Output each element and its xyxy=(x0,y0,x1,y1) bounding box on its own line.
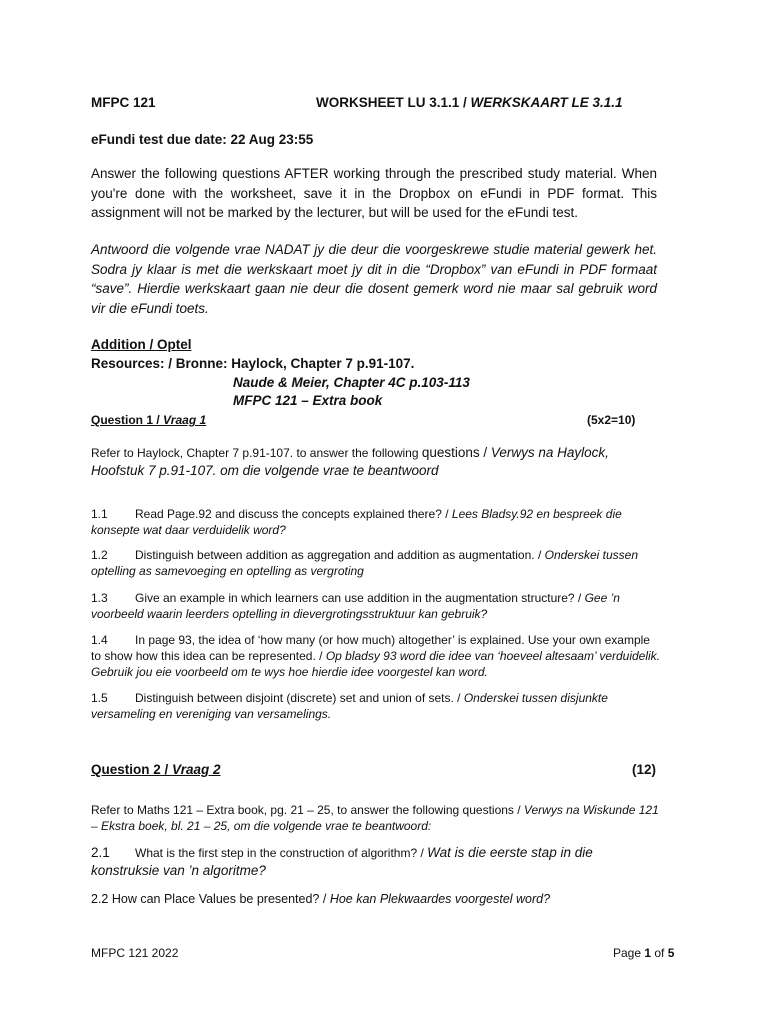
item-text-af: Onderskei tussen optelling as samevoeging en optelling as vergroting xyxy=(91,548,639,578)
intro-afrikaans: Antwoord die volgende vrae NADAT jy die deur die voorgeskrewe studie material gewerk het. Sodra jy klaar is met die werkskaart moet jy dit in die “Dropbox” van eFundi in PDF formaat “save”. Hierdie werkskaart gaan nie deur die dosent gemerk word nie maar sal gebruik word vir die eFundi toets. xyxy=(91,242,657,316)
question-1-marks: (5x2=10) xyxy=(587,413,636,427)
item-number: 1.2 xyxy=(91,548,108,562)
item-text-en: What is the first step in the construction of algorithm? / xyxy=(135,846,428,860)
question-1-title-en: Question 1 / xyxy=(91,413,164,427)
list-item xyxy=(91,690,663,722)
item-number: 1.4 xyxy=(91,633,108,647)
question-1-intro xyxy=(91,444,651,480)
item-number: 1.3 xyxy=(91,591,108,605)
item-text-af: Lees Bladsy.92 en bespreek die konsepte wat daar verduidelik word? xyxy=(91,507,622,537)
resource-extra-code: MFPC 121 xyxy=(233,393,302,408)
due-date: eFundi test due date: 22 Aug 23:55 xyxy=(91,132,314,147)
question-2-marks: (12) xyxy=(632,762,657,777)
question-1-title-af: Vraag 1 xyxy=(163,413,207,427)
item-text-en: 2.2 How can Place Values be presented? / xyxy=(91,892,330,906)
resource-naude: Naude & Meier, Chapter 4C p.103-113 xyxy=(233,375,470,390)
question-2-intro-en: Refer to Maths 121 – Extra book, pg. 21 – 25, to answer the following questions / xyxy=(91,803,524,817)
page-of: of xyxy=(651,946,668,960)
item-text-af: Op bladsy 93 word die idee van ‘hoeveel altesaam’ verduidelik. Gebruik jou eie voorbeeld om te wys hoe hierdie idee voorgestel kan word. xyxy=(91,649,661,679)
intro-english: Answer the following questions AFTER working through the prescribed study material. When you're done with the worksheet, save it in the Dropbox on eFundi in PDF format. This assignment will not be marked by the lecturer, but will be used for the eFundi test. xyxy=(91,166,657,220)
item-text-en: Read Page.92 and discuss the concepts explained there? / xyxy=(135,507,452,521)
list-item xyxy=(91,891,550,908)
question-1-intro-questions: questions / xyxy=(421,445,491,460)
item-number: 1.1 xyxy=(91,507,108,521)
item-text-en: In page 93, the idea of ‘how many (or how much) altogether’ is explained. Use your own example to show how this idea can be represented. / xyxy=(91,633,650,663)
list-item xyxy=(91,547,663,579)
item-text-af: Wat is die eerste stap in die konstruksie van ’n algoritme? xyxy=(91,845,593,878)
page-number xyxy=(613,945,674,961)
worksheet-title-en: WORKSHEET LU 3.1.1 / xyxy=(316,95,467,110)
item-number: 1.5 xyxy=(91,691,108,705)
page-current: 1 xyxy=(644,946,652,960)
page-word: Page xyxy=(613,946,645,960)
item-text-af: Gee ’n voorbeeld waarin leerders optelling in dievergrotingsstruktuur kan gebruik? xyxy=(91,591,620,621)
resource-extra-label: – Extra book xyxy=(301,393,383,408)
list-item xyxy=(91,632,663,680)
question-2-title-en: Question 2 / xyxy=(91,762,173,777)
section-heading: Addition / Optel xyxy=(91,337,192,352)
item-number: 2.1 xyxy=(91,845,110,860)
item-text-af: Hoe kan Plekwaardes voorgestel word? xyxy=(329,892,551,906)
question-1-title xyxy=(91,412,206,428)
list-item xyxy=(91,506,663,538)
footer-left: MFPC 121 2022 xyxy=(91,946,179,960)
course-code: MFPC 121 xyxy=(91,95,156,110)
question-2-intro xyxy=(91,802,663,834)
question-2-title xyxy=(91,760,221,780)
resource-extra-book xyxy=(233,391,382,411)
question-2-intro-af: Verwys na Wiskunde 121 – Ekstra boek, bl. 21 – 25, om die volgende vrae te beantwoord: xyxy=(91,803,659,833)
item-text-en: Distinguish between addition as aggregation and addition as augmentation. / xyxy=(135,548,545,562)
item-text-af: Onderskei tussen disjunkte versameling en vereniging van versamelings. xyxy=(91,691,608,721)
question-1-intro-en: Refer to Haylock, Chapter 7 p.91-107. to answer the following xyxy=(91,446,422,460)
page-total: 5 xyxy=(667,946,675,960)
worksheet-title xyxy=(316,93,623,113)
list-item xyxy=(91,844,621,880)
worksheet-title-af: WERKSKAART LE 3.1.1 xyxy=(466,95,623,110)
question-2-title-af: Vraag 2 xyxy=(172,762,221,777)
item-text-en: Give an example in which learners can use addition in the augmentation structure? / xyxy=(135,591,585,605)
item-text-en: Distinguish between disjoint (discrete) set and union of sets. / xyxy=(135,691,464,705)
list-item xyxy=(91,590,663,622)
question-1-intro-af: Verwys na Haylock, Hoofstuk 7 p.91-107. om die volgende vrae te beantwoord xyxy=(91,445,609,478)
resources-line: Resources: / Bronne: Haylock, Chapter 7 p.91-107. xyxy=(91,356,415,371)
